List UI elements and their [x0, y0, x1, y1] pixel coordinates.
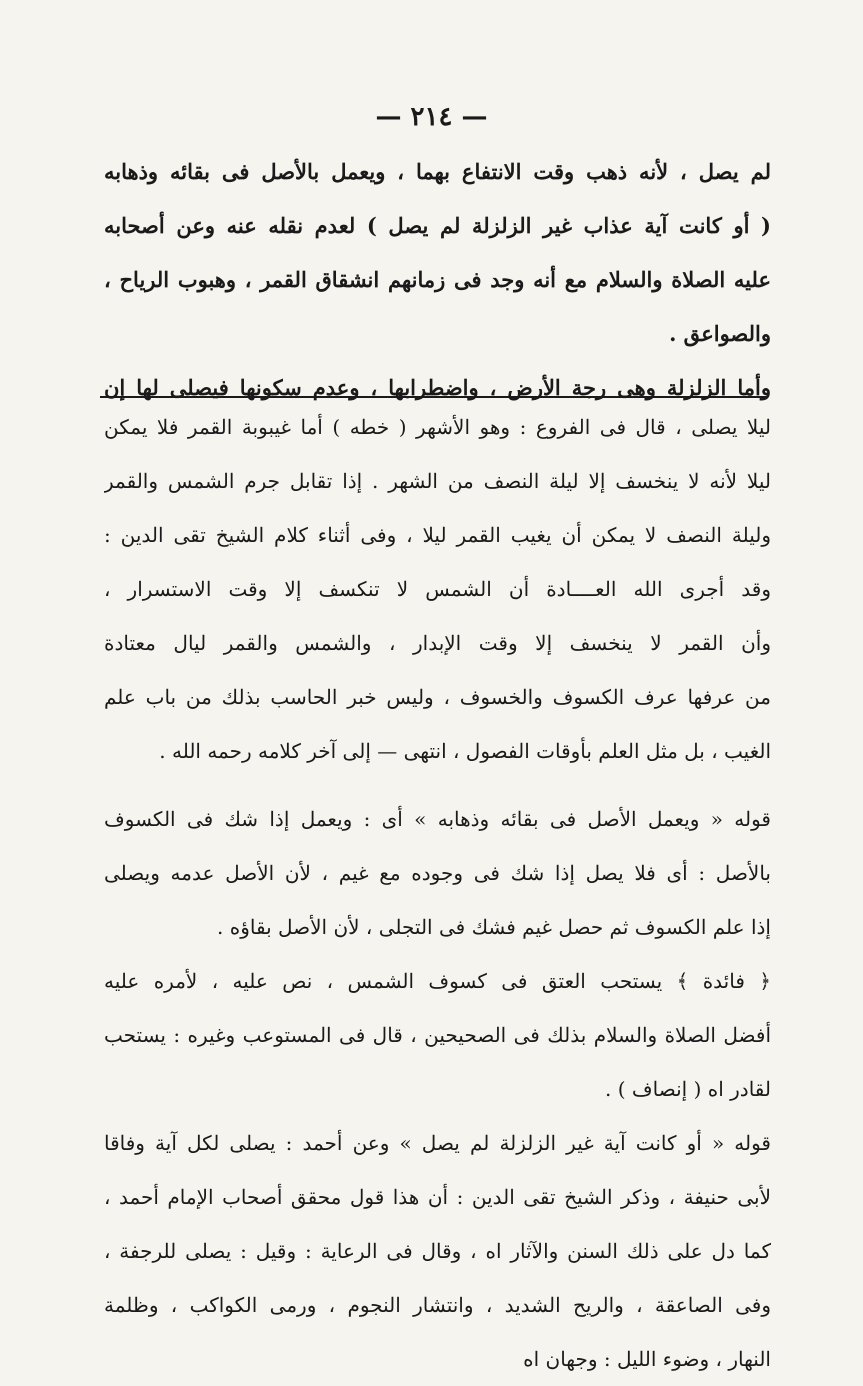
commentary-line: الغيب ، بل مثل العلم بأوقات الفصول ، انتهى — إلى آخر كلامه رحمه الله .: [159, 739, 771, 763]
main-text: [104, 145, 771, 415]
main-text-line: عليه الصلاة والسلام مع أنه وجد فى زمانهم انشقاق القمر ، وهبوب الرياح ،: [104, 267, 771, 292]
commentary-line: ليلا لأنه لا ينخسف إلا ليلة النصف من الشهر . إذا تقابل جرم الشمس والقمر: [104, 469, 771, 493]
commentary-line: النهار ، وضوء الليل : وجهان اه: [523, 1347, 771, 1371]
commentary-line: ﴿ فائدة ﴾ يستحب العتق فى كسوف الشمس ، نص عليه ، لأمره عليه: [104, 969, 771, 993]
main-text-line: وأما الزلزلة وهى رجة الأرض ، واضطرابها ، وعدم سكونها فيصلى لها إن: [104, 375, 771, 400]
commentary-line: أفضل الصلاة والسلام بذلك فى الصحيحين ، قال فى المستوعب وغيره : يستحب: [104, 1023, 771, 1047]
commentary-line: قوله « أو كانت آية غير الزلزلة لم يصل » وعن أحمد : يصلى لكل آية وفاقا: [104, 1131, 771, 1155]
commentary-line: من عرفها عرف الكسوف والخسوف ، وليس خبر الحاسب بذلك من باب علم: [104, 685, 771, 709]
paragraph-gap: [104, 778, 771, 792]
commentary-line: لأبى حنيفة ، وذكر الشيخ تقى الدين : أن هذا قول محقق أصحاب الإمام أحمد ،: [104, 1185, 771, 1209]
commentary-line: لقادر اه ( إنصاف ) .: [605, 1077, 771, 1101]
main-text-line: والصواعق .: [669, 321, 771, 346]
commentary-line: كما دل على ذلك السنن والآثار اه ، وقال فى الرعاية : وقيل : يصلى للرجفة ،: [104, 1239, 771, 1263]
commentary-line: وفى الصاعقة ، والريح الشديد ، وانتشار النجوم ، ورمى الكواكب ، وظلمة: [104, 1293, 771, 1317]
commentary-paragraph: [104, 1116, 771, 1386]
main-text-line: لم يصل ، لأنه ذهب وقت الانتفاع بهما ، ويعمل بالأصل فى بقائه وذهابه: [104, 159, 771, 184]
commentary-paragraph: [104, 954, 771, 1116]
commentary-line: ليلا يصلى ، قال فى الفروع : وهو الأشهر ( خطه ) أما غيبوبة القمر فلا يمكن: [104, 415, 771, 439]
commentary-line: قوله « ويعمل الأصل فى بقائه وذهابه » أى : ويعمل إذا شك فى الكسوف: [104, 807, 771, 831]
commentary-line: وأن القمر لا ينخسف إلا وقت الإبدار ، والشمس والقمر ليال معتادة: [104, 631, 771, 655]
commentary-line: إذا علم الكسوف ثم حصل غيم فشك فى التجلى ، لأن الأصل بقاؤه .: [217, 915, 771, 939]
footnote-divider: [100, 396, 767, 398]
commentary-line: بالأصل : أى فلا يصل إذا شك فى وجوده مع غيم ، لأن الأصل عدمه ويصلى: [104, 861, 771, 885]
page-number: — ٢١٤ —: [375, 102, 488, 132]
main-text-line: ( أو كانت آية عذاب غير الزلزلة لم يصل ) لعدم نقله عنه وعن أصحابه: [104, 213, 771, 238]
commentary: [104, 400, 771, 1386]
commentary-paragraph: [104, 400, 771, 778]
commentary-line: وليلة النصف لا يمكن أن يغيب القمر ليلا ، وفى أثناء كلام الشيخ تقى الدين :: [104, 523, 771, 547]
commentary-paragraph: [104, 792, 771, 954]
commentary-line: وقد أجرى الله العــــادة أن الشمس لا تنكسف إلا وقت الاستسرار ،: [104, 577, 771, 601]
